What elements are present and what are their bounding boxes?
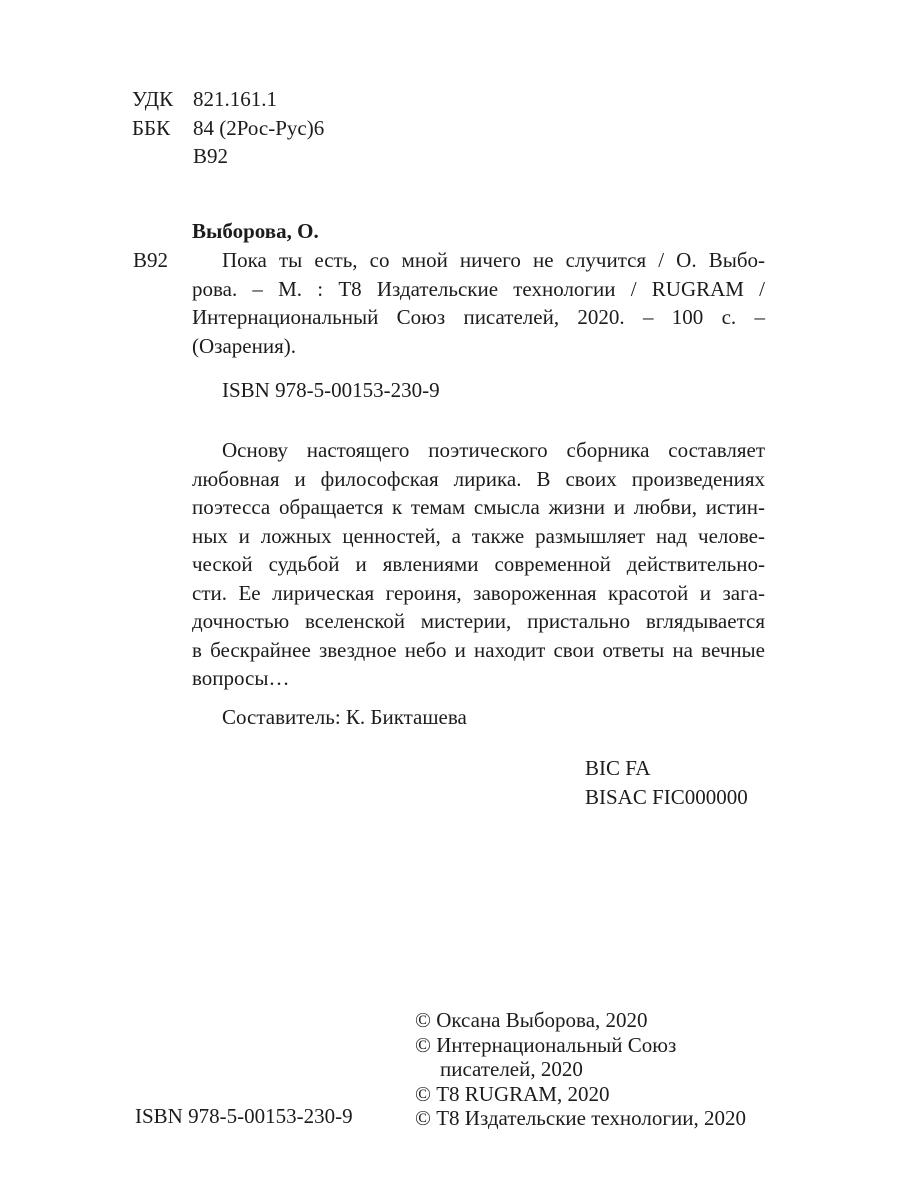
udc-row <box>132 85 324 114</box>
udc-value: 821.161.1 <box>193 87 277 111</box>
author-sign-row <box>132 142 324 171</box>
isbn-main: ISBN 978-5-00153-230-9 <box>222 378 440 402</box>
copyright-block <box>415 1008 785 1131</box>
compiler-credit: Составитель: К. Бикташева <box>222 705 467 729</box>
classification-block <box>132 85 324 171</box>
annotation-line: в бескрайнее звездное небо и находит свои ответы на вечные <box>192 637 765 662</box>
bbk-label: ББК <box>132 115 171 140</box>
annotation-line: вопросы… <box>192 666 290 690</box>
bisac-code: BISAC FIC000000 <box>585 784 748 809</box>
annotation-line: Основу настоящего поэтического сборника составляет <box>222 438 765 462</box>
subject-codes <box>585 754 748 811</box>
biblio-line: рова. – М. : Т8 Издательские технологии / RUGRAM / <box>192 276 765 301</box>
bic-code: BIC FA <box>585 756 651 780</box>
copyright-line-continuation: писателей, 2020 <box>440 1057 583 1081</box>
annotation-line: сти. Ее лирическая героиня, завороженная красотой и зага- <box>192 580 765 605</box>
annotation-paragraph <box>192 436 765 693</box>
bbk-row <box>132 114 324 143</box>
author-heading: Выборова, О. <box>192 219 319 243</box>
copyright-line: © Оксана Выборова, 2020 <box>415 1008 648 1032</box>
isbn-footer: ISBN 978-5-00153-230-9 <box>135 1104 353 1128</box>
author-sign: В92 <box>193 144 229 168</box>
udc-label: УДК <box>132 87 174 111</box>
copyright-line: © Т8 RUGRAM, 2020 <box>415 1081 610 1106</box>
annotation-line: поэтесса обращается к темам смысла жизни и любви, истин- <box>192 495 765 519</box>
copyright-line: © Т8 Издательские технологии, 2020 <box>415 1106 746 1130</box>
annotation-line: ных и ложных ценностей, а также размышляет над челове- <box>192 523 765 548</box>
author-sign-spacer <box>132 142 193 171</box>
copyright-line: © Интернациональный Союз <box>415 1032 677 1057</box>
annotation-line: ческой судьбой и явлениями современной действительно- <box>192 552 765 576</box>
biblio-line: Интернациональный Союз писателей, 2020. – 100 с. – <box>192 305 765 329</box>
biblio-line: (Озарения). <box>192 333 296 358</box>
bibliographic-description <box>192 246 765 360</box>
annotation-line: дочностью вселенской мистерии, пристально вглядывается <box>192 609 765 633</box>
bbk-value: 84 (2Рос-Рус)6 <box>193 115 325 140</box>
annotation-line: любовная и философская лирика. В своих произведениях <box>192 466 765 491</box>
biblio-line: Пока ты есть, со мной ничего не случится / О. Выбо- <box>222 248 765 272</box>
entry-sign: В92 <box>133 248 169 272</box>
